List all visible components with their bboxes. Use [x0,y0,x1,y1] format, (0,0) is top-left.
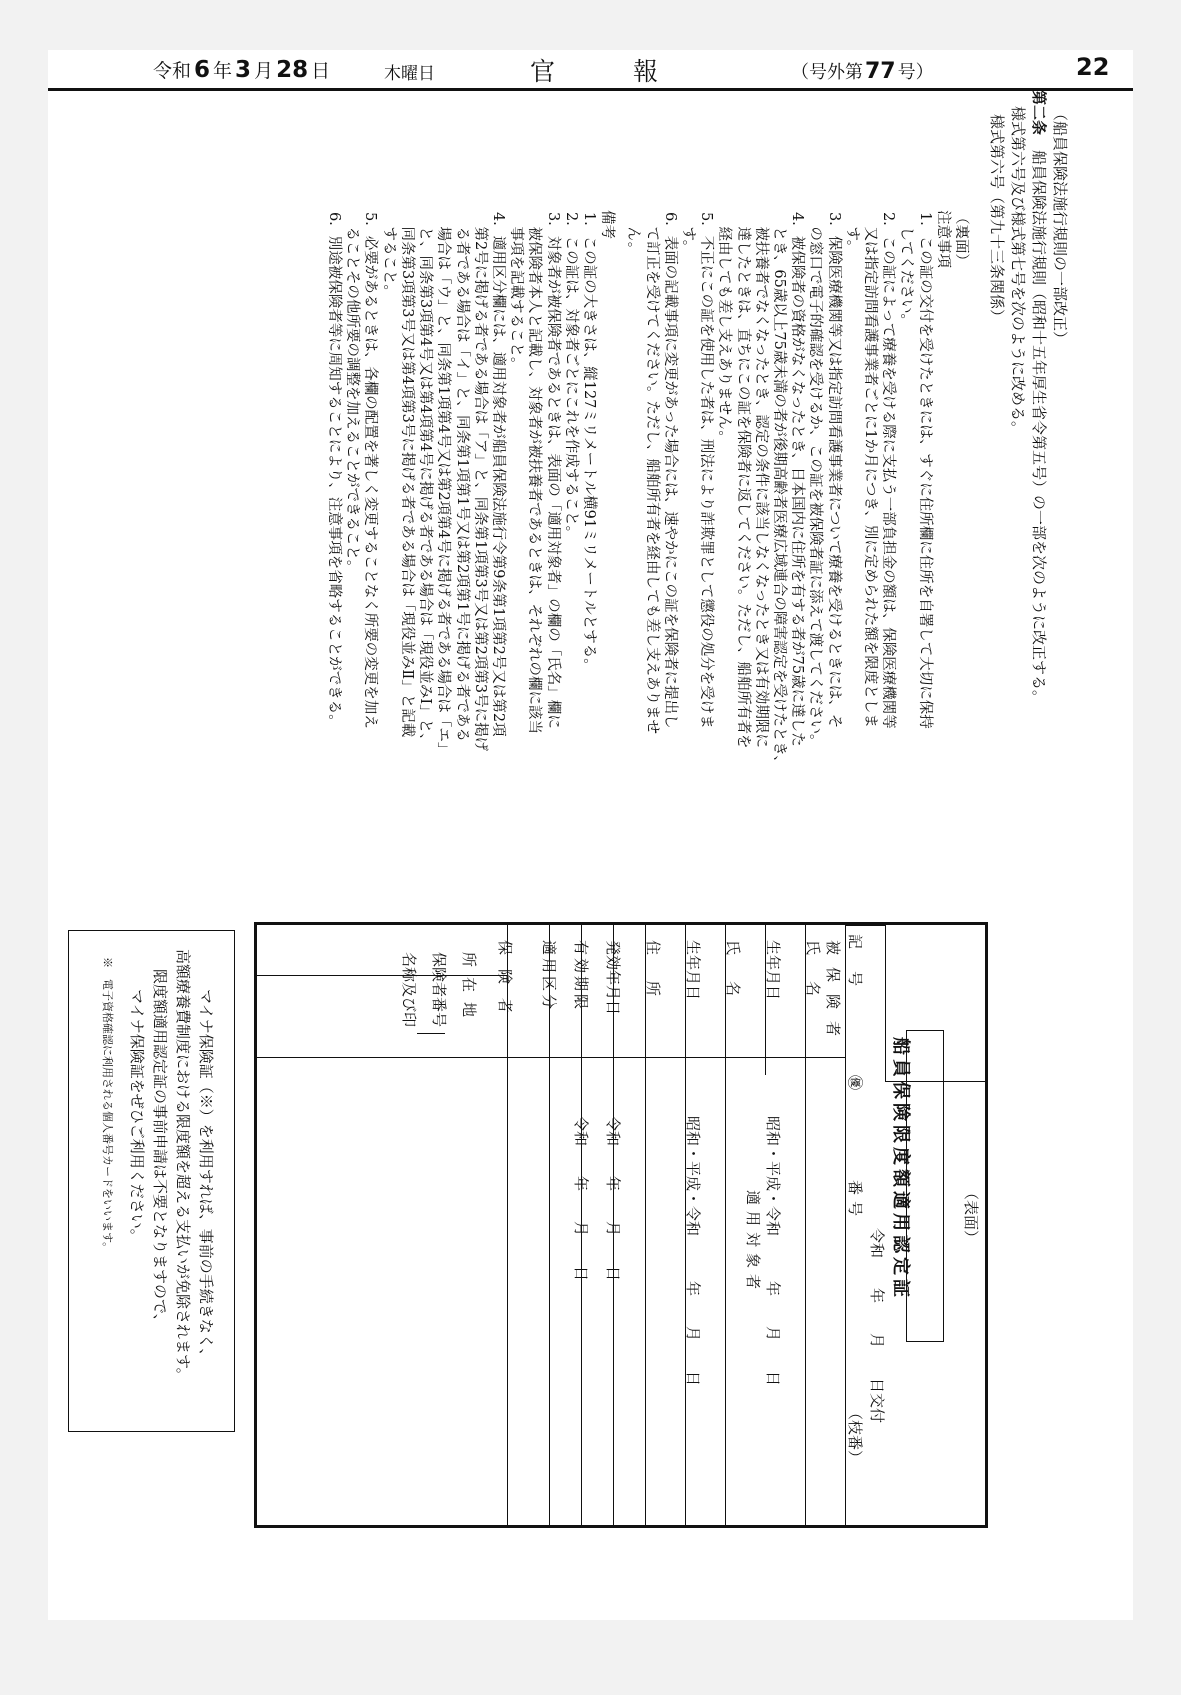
amendment-block [986,90,1070,830]
insured-birth-label: 生年月日 [764,940,782,1001]
note-line: す。 [843,212,860,255]
header-weekday: 木曜日 [384,64,435,84]
target-birth-value: 昭和・平成・令和 年 月 日 [684,1116,702,1387]
mynumber-notice [68,930,235,1432]
header-era: 令和 [153,60,192,82]
header-day: 28 [276,57,309,83]
remark-line: 4．適用区分欄には、適用対象者が船員保険法施行令第9条第1項第2号又は第2項 [489,212,506,737]
remark-line: 事項を記載すること。 [508,212,525,372]
notice-footnote: ※ 電子資格確認に利用される個人番号カードをいいます。 [101,957,114,1254]
start-date-label: 発効年月日 [604,940,622,1016]
note-line: 1．この証の交付を受けたときには、すぐに住所欄に住所を自署して大切に保持 [916,212,933,729]
note-line: の窓口で電子的確認を受けるか、この証を被保険者証に添えて渡してください。 [807,212,824,749]
amendment-article [1028,90,1049,830]
back-label: （裏面） [953,210,969,268]
remark-line: 場合は「ウ」と、同条第1項第4号又は第2項第4号に掲げる者である場合は「エ」 [435,212,452,757]
notice-line: 高額療養費制度における限度額を超える支払いが免除されます。 [174,949,192,1383]
remark-line: 2．この証は、対象者ごとにこれを作成すること。 [562,212,579,541]
note-line: 3．保険医療機関等又は指定訪問看護事業者について療養を受けるときには、そ [825,212,842,729]
notice-text [96,949,217,1429]
note-line: してください。 [898,212,915,328]
target-section-label: 適用対象者 [744,1190,762,1296]
remark-line: 5．必要があるときは、各欄の配置を著しく変更することなく所要の変更を加え [362,212,379,729]
section-gap [616,210,624,890]
issue-date: 令和 年 月 日交付 [868,1228,886,1424]
insurer-number-label: 保険者番号 [430,952,448,1028]
note-line: 4．被保険者の資格がなくなったとき、日本国内に住所を有する者が75歳に達した [789,212,806,747]
remark-line: すること。 [380,212,397,299]
remark-line: と、同条第3項第4号又は第4項第4号に掲げる者である場合は「現役並みⅠ」と、 [417,212,434,748]
notes-title: 注意事項 [934,210,951,268]
article-label: 第二条 [1030,90,1048,136]
insured-name-label: 氏名 [804,940,822,1023]
rule [417,1033,445,1034]
amendment-line-3: 様式第六号（第九十三条関係） [988,114,1006,325]
rule [845,925,885,926]
insured-section-label: 被保険者 [824,940,842,1049]
remark-line: 6．別途被保険者等に周知することにより、注意事項を省略することができる。 [326,212,343,729]
kigo-label: 記号 [846,934,864,1009]
remark-line: 1．この証の大きさは、縦127ミリメートル横91ミリメートルとする。 [580,212,597,673]
remark-line: 第2号に掲げる者である場合は「ア」と、同条第1項第3号又は第2項第3号に掲げ [471,212,488,752]
issue-suffix: 号） [897,62,934,83]
expiry-label: 有効期限 [572,940,590,1013]
header-month-unit: 月 [254,60,274,82]
certificate-title: 船員保険限度額適用認定証 [890,1037,911,1301]
notice-line: 限度額適用認定証の事前申請は不要となりますので、 [151,969,169,1329]
insurer-section-label: 保険者 [496,940,514,1028]
remark-line: ることその他所要の調整を加えることができること。 [344,212,361,575]
issue-prefix: （号外第 [791,62,863,83]
target-name-label: 氏名 [724,940,742,1023]
insured-birth-value: 昭和・平成・令和 年 月 日 [764,1116,782,1387]
note-line: ん。 [625,212,642,257]
remark-line: る者である場合は「イ」と、同条第1項第1号又は第2項第1号に掲げる者である [453,212,470,742]
note-line: 達したときは、直ちにこの証を保険者に返してください。ただし、船舶所有者を [734,212,751,749]
header-title: 官報 [530,57,737,86]
notice-line: マイナ保険証（※）を利用すれば、事前の手続きなく、 [197,989,215,1364]
remark-line: 同条第3項第3号又は第4項第3号に掲げる者である場合は「現役並みⅡ」と記載 [398,212,415,738]
notice-line: マイナ保険証をぜひご利用ください。 [128,989,146,1244]
header-page-number: 22 [1076,53,1110,81]
note-line: 5．不正にこの証を使用した者は、刑法により詐欺罪として懲役の処分を受けま [698,212,715,729]
issue-number: 77 [865,59,896,84]
note-line: 2．この証によって療養を受ける際に支払う一部負担金の額は、保険医療機関等 [880,212,897,729]
fune-mark: ㊝ [846,1075,864,1091]
note-line: とき、65歳以上75歳未満の者が後期高齢者医療広域連合の障害認定を受けたとき、 [770,212,787,770]
remark-line: 被保険者本人と記載し、対象者が被扶養者であるときは、それぞれの欄に該当 [526,212,543,734]
back-side-block [325,210,970,890]
header-issue [791,58,934,84]
category-label: 適用区分 [540,940,558,1013]
face-label: （表面） [962,1185,980,1246]
expiry-value: 令和 年 月 日 [572,1116,590,1282]
amendment-heading: （船員保険法施行規則の一部改正） [1051,106,1069,347]
header-month: 3 [235,57,252,83]
bango-label: 番号 [846,1180,864,1223]
header-year: 6 [194,57,211,83]
note-line: す。 [679,212,696,255]
edaban-label: （枝番） [846,1405,864,1466]
remark-line: 3．対象者が被保険者であるときは、表面の「適用対象者」の欄の「氏名」欄に [544,212,561,729]
header-day-unit: 日 [311,60,331,82]
header-date [153,56,330,83]
note-line: 経由しても差し支えありません。 [716,212,733,445]
rule [549,925,550,1525]
remarks-title: 備考 [599,210,616,239]
target-birth-label: 生年月日 [684,940,702,1001]
note-line: 又は指定訪問看護事業者ごとに1か月につき、別に定められた額を限度としま [861,212,878,728]
article-text: 船員保険法施行規則（昭和十五年厚生省令第五号）の一部を次のように改正する。 [1030,150,1048,706]
gazette-header [48,50,1133,91]
insurer-name-label: 名称及び印 [400,952,418,1028]
insurer-location-label: 所在地 [460,952,478,1028]
header-year-unit: 年 [213,60,233,82]
start-date-value: 令和 年 月 日 [604,1116,622,1282]
certificate-title-box [890,1030,944,1342]
target-address-label: 住所 [644,940,662,1023]
note-line: 6．表面の記載事項に変更があった場合には、速やかにこの証を保険者に提出し [661,212,678,729]
note-line: て訂正を受けてください。ただし、船舶所有者を経由しても差し支えありませ [643,212,660,734]
rule [257,1057,845,1058]
amendment-line-2: 様式第六号及び様式第七号を次のように改める。 [1009,106,1027,437]
note-line: 被扶養者でなくなったとき、認定の条件に該当しなくなったとき又は有効期限に [752,212,769,748]
rule [885,925,886,1081]
